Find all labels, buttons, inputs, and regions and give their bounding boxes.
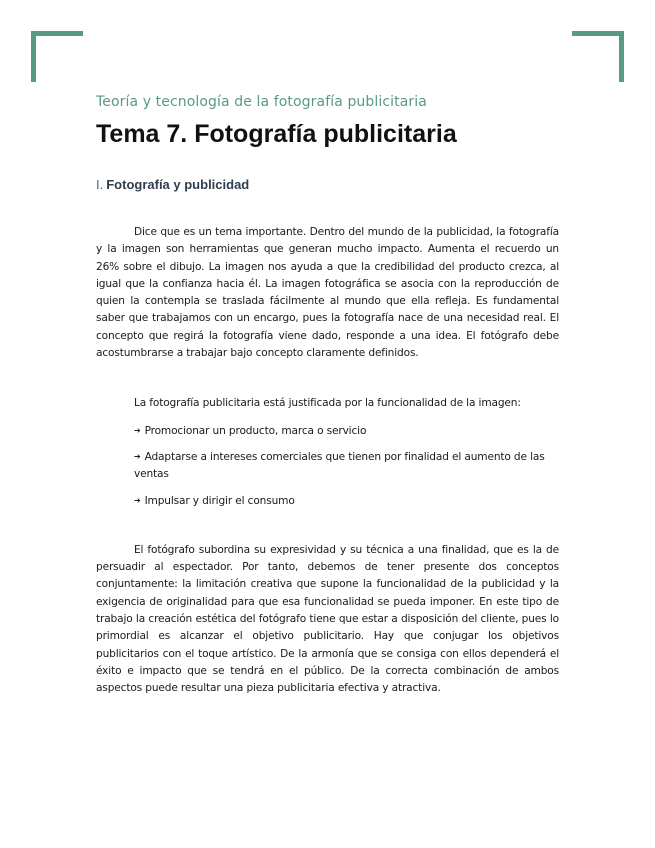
list-item xyxy=(134,422,559,440)
section-number: I. xyxy=(96,177,104,192)
paragraph-intro: Dice que es un tema importante. Dentro del mundo de la publicidad, la fotografía y la imagen son herramientas que generan mucho impacto. Aumenta el recuerdo un 26% sobre el dibujo. La imagen nos ayuda a que la credibilidad del producto crezca, al igual que la confianza hacia él. La imagen fotográfica se asocia con la reproducción de quien la contempla se traslada fácilmente al mundo que ella refleja. Es fundamental saber que trabajamos con un encargo, pues la fotografía nace de una necesidad real. El concepto que regirá la fotografía viene dado, responde a una idea. El fotógrafo debe acostumbrarse a trabajar bajo concepto claramente definidos. xyxy=(96,226,559,360)
arrow-right-icon: ➔ xyxy=(134,495,141,505)
list-item xyxy=(134,448,559,484)
section-title: Fotografía y publicidad xyxy=(106,177,250,192)
paragraph-persuasion: El fotógrafo subordina su expresividad y su técnica a una finalidad, que es la de persuadir al espectador. Por tanto, debemos de tener presente dos conceptos conjuntamente: la limitación creativa que supone la funcionalidad de la publicidad y la exigencia de originalidad para que esa funcionalidad se pueda imponer. En este tipo de trabajo la creación estética del fotógrafo tiene que estar a disposición del cliente, pues lo primordial es alcanzar el objetivo publicitario. Hay que conjugar los objetivos publicitarios con el toque artístico. De la armonía que se consiga con ellos dependerá el éxito e impacto que se tendrá en el público. De la correcta combinación de ambos aspectos puede resultar una pieza publicitaria efectiva y atractiva. xyxy=(96,543,559,695)
section-heading xyxy=(96,176,559,194)
arrow-right-icon: ➔ xyxy=(134,451,141,461)
paragraph-justification: La fotografía publicitaria está justificada por la funcionalidad de la imagen: xyxy=(134,397,521,410)
document-subtitle: Teoría y tecnología de la fotografía publicitaria xyxy=(96,94,427,110)
bullet-list xyxy=(96,422,559,510)
page-title: Tema 7. Fotografía publicitaria xyxy=(96,120,457,148)
list-item-text: Impulsar y dirigir el consumo xyxy=(144,494,295,507)
list-item xyxy=(134,492,559,510)
corner-bracket-left xyxy=(31,31,83,82)
list-item-text: Adaptarse a intereses comerciales que tienen por finalidad el aumento de las ventas xyxy=(134,450,545,481)
list-item-text: Promocionar un producto, marca o servicio xyxy=(144,424,367,437)
corner-bracket-right xyxy=(572,31,624,82)
arrow-right-icon: ➔ xyxy=(134,425,141,435)
page-content xyxy=(96,92,559,698)
